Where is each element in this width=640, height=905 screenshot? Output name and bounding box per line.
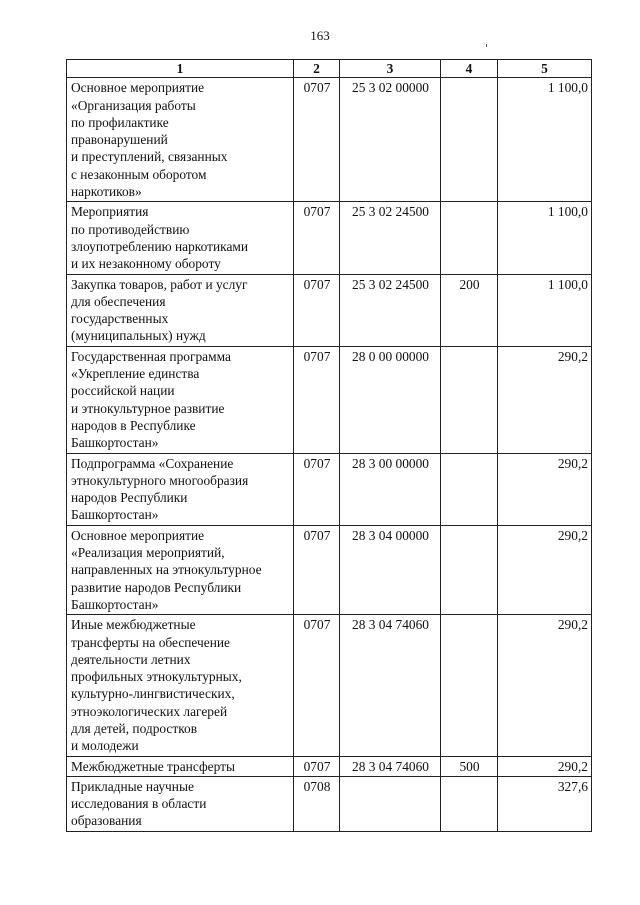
column-header-3: 3	[340, 60, 441, 78]
row-name-cell	[67, 346, 294, 453]
row-target-cell	[340, 776, 441, 831]
row-name-line: Межбюджетные трансферты	[71, 758, 235, 774]
budget-table-body	[67, 78, 592, 831]
row-name-line: Башкортостан»	[71, 507, 159, 523]
column-header-5: 5	[498, 60, 592, 78]
table-row	[67, 776, 592, 831]
row-type-cell	[441, 525, 498, 614]
row-name-line: Основное мероприятие	[71, 80, 205, 96]
table-row	[67, 525, 592, 614]
row-name-line: Башкортостан»	[71, 596, 159, 612]
row-type-cell	[441, 453, 498, 525]
table-row	[67, 756, 592, 776]
header-row	[67, 60, 592, 78]
table-row	[67, 615, 592, 756]
row-name-line: развитие народов Республики	[71, 579, 242, 595]
row-name-line: исследования в области	[71, 796, 207, 812]
row-amount-cell: 1 100,0	[498, 202, 592, 274]
row-name-line: деятельности летних	[71, 651, 191, 667]
row-name-line: трансферты на обеспечение	[71, 634, 231, 650]
row-type-cell: 500	[441, 756, 498, 776]
row-name-cell	[67, 615, 294, 756]
row-section-cell: 0707	[294, 615, 340, 756]
row-name-line: с незаконным оборотом	[71, 166, 207, 182]
row-section-cell: 0707	[294, 756, 340, 776]
scan-speck	[486, 44, 487, 47]
row-section-cell: 0707	[294, 274, 340, 346]
row-amount-cell: 1 100,0	[498, 78, 592, 202]
row-name-cell	[67, 525, 294, 614]
row-name-line: для детей, подростков	[71, 720, 198, 736]
row-name-line: Основное мероприятие	[71, 527, 205, 543]
row-section-cell: 0707	[294, 525, 340, 614]
row-name-line: культурно-лингвистических,	[71, 686, 235, 702]
row-name-line: «Укрепление единства	[71, 366, 200, 382]
row-name-cell	[67, 756, 294, 776]
row-name-line: правонарушений	[71, 132, 168, 148]
row-name-cell	[67, 78, 294, 202]
row-name-line: этноэкологических лагерей	[71, 703, 228, 719]
table-row	[67, 346, 592, 453]
row-name-line: направленных на этнокультурное	[71, 562, 262, 578]
row-name-line: Башкортостан»	[71, 435, 159, 451]
row-target-cell: 28 3 04 00000	[340, 525, 441, 614]
row-name-line: для обеспечения	[71, 293, 166, 309]
row-type-cell	[441, 202, 498, 274]
row-name-line: по противодействию	[71, 221, 190, 237]
row-name-line: Государственная программа	[71, 348, 231, 364]
row-type-cell	[441, 615, 498, 756]
row-name-line: «Организация работы	[71, 97, 196, 113]
table-row	[67, 78, 592, 202]
row-name-line: и преступлений, связанных	[71, 149, 228, 165]
row-name-line: образования	[71, 813, 142, 829]
row-section-cell: 0707	[294, 202, 340, 274]
row-amount-cell: 290,2	[498, 525, 592, 614]
row-name-line: Подпрограмма «Сохранение	[71, 455, 234, 471]
row-name-line: этнокультурного многообразия	[71, 472, 249, 488]
table-row	[67, 202, 592, 274]
table-row	[67, 274, 592, 346]
row-name-line: Иные межбюджетные	[71, 617, 196, 633]
row-type-cell: 200	[441, 274, 498, 346]
row-name-cell	[67, 776, 294, 831]
row-name-line: Мероприятия	[71, 204, 149, 220]
row-name-cell	[67, 202, 294, 274]
row-name-line: (муниципальных) нужд	[71, 328, 206, 344]
row-amount-cell: 1 100,0	[498, 274, 592, 346]
row-name-cell	[67, 453, 294, 525]
row-type-cell	[441, 346, 498, 453]
row-name-line: по профилактике	[71, 114, 169, 130]
row-name-line: и молодежи	[71, 738, 139, 754]
row-name-line: государственных	[71, 311, 169, 327]
row-target-cell: 28 3 00 00000	[340, 453, 441, 525]
row-target-cell: 25 3 02 00000	[340, 78, 441, 202]
row-section-cell: 0707	[294, 78, 340, 202]
row-name-line: российской нации	[71, 383, 175, 399]
row-name-cell	[67, 274, 294, 346]
page-number: 163	[310, 28, 330, 43]
row-amount-cell: 290,2	[498, 615, 592, 756]
row-amount-cell: 290,2	[498, 453, 592, 525]
row-type-cell	[441, 776, 498, 831]
row-name-line: Закупка товаров, работ и услуг	[71, 276, 248, 292]
column-header-2: 2	[294, 60, 340, 78]
row-amount-cell: 290,2	[498, 756, 592, 776]
row-section-cell: 0707	[294, 453, 340, 525]
row-name-line: Прикладные научные	[71, 778, 194, 794]
column-header-1: 1	[67, 60, 294, 78]
row-amount-cell: 290,2	[498, 346, 592, 453]
row-target-cell: 28 3 04 74060	[340, 756, 441, 776]
column-header-4: 4	[441, 60, 498, 78]
row-name-line: злоупотреблению наркотиками	[71, 238, 249, 254]
row-section-cell: 0708	[294, 776, 340, 831]
row-name-line: и этнокультурное развитие	[71, 400, 225, 416]
row-section-cell: 0707	[294, 346, 340, 453]
row-target-cell: 28 0 00 00000	[340, 346, 441, 453]
row-name-line: и их незаконному обороту	[71, 256, 221, 272]
row-name-line: наркотиков»	[71, 184, 142, 200]
row-amount-cell: 327,6	[498, 776, 592, 831]
budget-table	[66, 59, 592, 832]
row-name-line: «Реализация мероприятий,	[71, 545, 225, 561]
table-row	[67, 453, 592, 525]
row-name-line: профильных этнокультурных,	[71, 669, 242, 685]
row-target-cell: 25 3 02 24500	[340, 202, 441, 274]
row-name-line: народов Республики	[71, 490, 188, 506]
row-name-line: народов в Республике	[71, 417, 196, 433]
row-target-cell: 28 3 04 74060	[340, 615, 441, 756]
row-type-cell	[441, 78, 498, 202]
row-target-cell: 25 3 02 24500	[340, 274, 441, 346]
